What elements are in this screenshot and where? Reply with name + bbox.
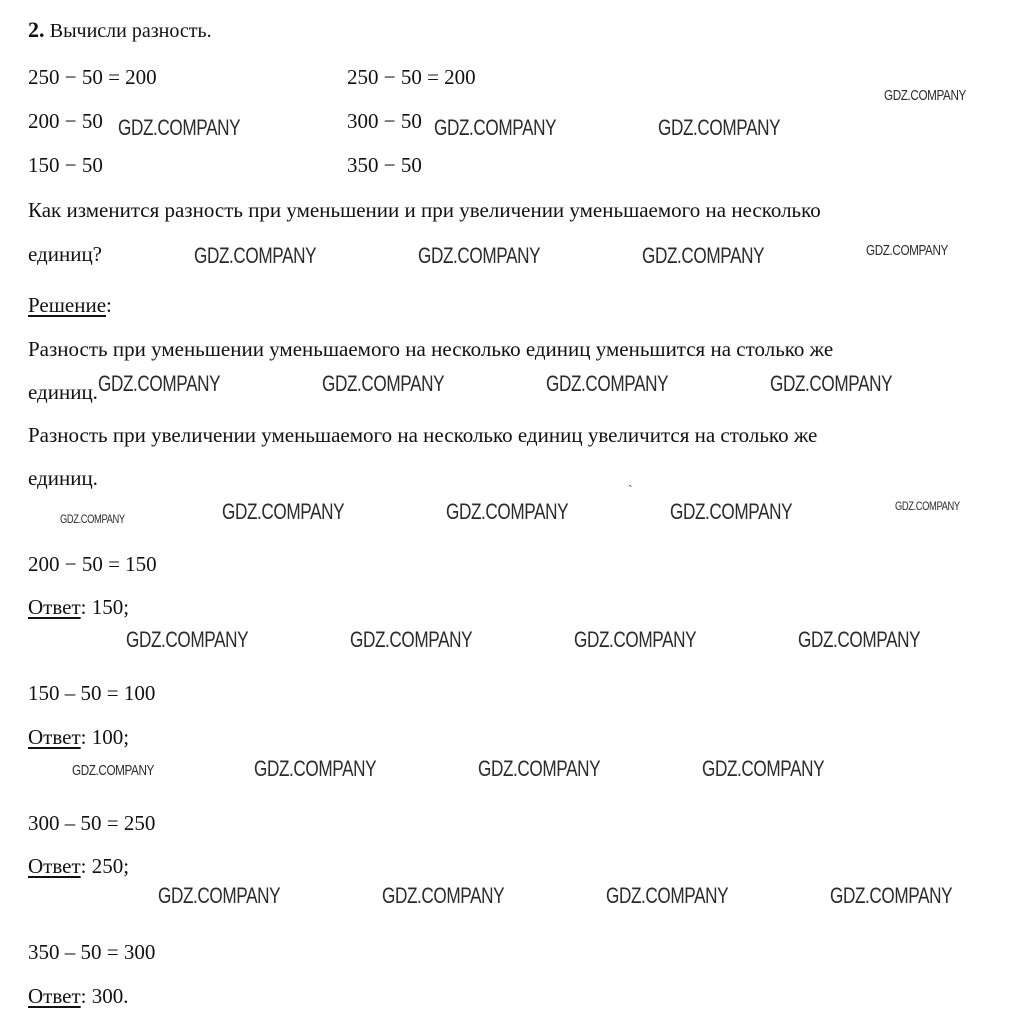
answer-3-label: Ответ [28,854,81,878]
watermark: GDZ.COMPANY [434,115,557,140]
watermark: GDZ.COMPANY [884,87,966,104]
watermark: GDZ.COMPANY [72,762,154,779]
watermark: GDZ.COMPANY [642,243,765,268]
answer-1-label: Ответ [28,595,81,619]
watermark: GDZ.COMPANY [546,371,669,396]
answer-1-value: : 150; [80,595,130,619]
answer-1-expression: 200 − 50 = 150 [28,552,157,576]
answer-2-expression: 150 – 50 = 100 [28,681,156,705]
watermark: GDZ.COMPANY [866,242,948,259]
watermark: GDZ.COMPANY [350,627,473,652]
watermark: GDZ.COMPANY [446,499,569,524]
task-title: Вычисли разность. [49,20,212,42]
watermark: GDZ.COMPANY [574,627,697,652]
answer-4-expression: 350 – 50 = 300 [28,940,156,964]
expression-left-2: 200 − 50 [28,109,103,133]
solution-label-colon: : [106,293,112,317]
scan-speck: ˎ [628,473,633,488]
watermark: GDZ.COMPANY [126,627,249,652]
expression-left-1: 250 − 50 = 200 [28,65,157,89]
watermark: GDZ.COMPANY [418,243,541,268]
solution-statement-2-line-2: единиц. [28,466,98,490]
answer-4-label: Ответ [28,984,81,1008]
watermark: GDZ.COMPANY [158,883,281,908]
answer-4-value: : 300. [80,984,129,1008]
watermark: GDZ.COMPANY [98,371,221,396]
answer-2-value: : 100; [80,725,130,749]
watermark: GDZ.COMPANY [322,371,445,396]
solution-statement-2-line-1: Разность при увеличении уменьшаемого на несколько единиц увеличится на столько же [28,423,818,447]
answer-3 [28,854,129,878]
question-line-2: единиц? [28,242,103,266]
watermark: GDZ.COMPANY [606,883,729,908]
answer-3-value: : 250; [80,854,130,878]
expression-right-3: 350 − 50 [347,153,422,177]
watermark: GDZ.COMPANY [770,371,893,396]
watermark: GDZ.COMPANY [382,883,505,908]
answer-2-label: Ответ [28,725,81,749]
solution-statement-1-line-1: Разность при уменьшении уменьшаемого на несколько единиц уменьшится на столько же [28,337,834,361]
expression-left-3: 150 − 50 [28,153,103,177]
answer-2 [28,725,129,749]
watermark: GDZ.COMPANY [478,756,601,781]
watermark: GDZ.COMPANY [254,756,377,781]
watermark: GDZ.COMPANY [118,115,241,140]
expression-right-2: 300 − 50 [347,109,422,133]
answer-3-expression: 300 – 50 = 250 [28,811,156,835]
watermark: GDZ.COMPANY [702,756,825,781]
watermark: GDZ.COMPANY [60,512,125,526]
watermark: GDZ.COMPANY [222,499,345,524]
task-number: 2. [28,17,45,42]
watermark: GDZ.COMPANY [830,883,953,908]
solution-statement-1-line-2: единиц. [28,380,98,404]
task-heading [28,18,212,43]
question-line-1: Как изменится разность при уменьшении и при увеличении уменьшаемого на несколько [28,198,821,222]
watermark: GDZ.COMPANY [658,115,781,140]
watermark: GDZ.COMPANY [895,499,960,513]
solution-label: Решение [28,293,107,317]
answer-4 [28,984,128,1008]
solution-heading [28,293,112,317]
answer-1 [28,595,129,619]
watermark: GDZ.COMPANY [194,243,317,268]
watermark: GDZ.COMPANY [798,627,921,652]
expression-right-1: 250 − 50 = 200 [347,65,476,89]
watermark: GDZ.COMPANY [670,499,793,524]
